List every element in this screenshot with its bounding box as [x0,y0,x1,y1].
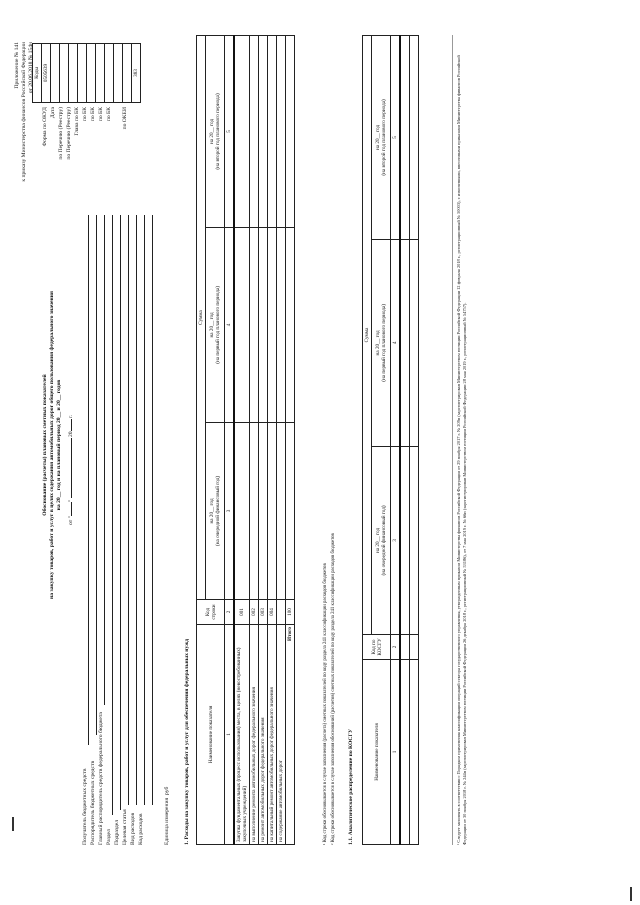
table-row [410,660,419,845]
codes-label-bk2: по БК [90,107,96,122]
section11-title: 1.1. Аналитическое распределение по КОСГУ [348,728,354,845]
field-poluchatel: Получатель бюджетных средств [82,768,88,845]
field-vid: Вид расходов [130,812,136,845]
table-row [400,660,410,845]
field-celevaya: Целевая статья [122,809,128,845]
doc-date: от "" 20 г. [68,414,74,525]
doc-title-line2: на закупку товаров, работ и услуг в целях содержания автомобильных дорог общего пользования федерального значения [49,291,55,599]
codes-label-okud: Форма по ОКУД [42,107,48,147]
s1-num-2: 2 [225,600,235,625]
codes-label-bk1: по БК [82,107,88,122]
codes-label-reestr2: по Перечню (Реестру) [66,107,72,160]
s1-num-3: 3 [225,422,235,599]
table-row: на капитальный ремонт автомобильных дорог федерального значения [268,625,277,845]
code-reestr-2 [69,44,78,103]
s11-num-1: 1 [391,660,401,845]
code-okud: 0505639 [42,44,51,103]
doc-title-line1: Обоснование (расчеты) плановых сметных показателей [42,374,48,516]
s11-col-sum: Сумма [363,36,372,635]
s11-col-code: Код по КОСГУ [363,635,391,660]
s11-col-y3: на 20__ год (на второй год планового периода) [372,36,391,240]
s1-col-y1: на 20__ год (на очередной финансовый год) [206,422,225,599]
codes-label-reestr1: по Перечню (Реестру) [58,107,64,160]
code-reestr-1 [60,44,69,103]
s11-num-3: 3 [391,446,401,634]
field-raspor-line [96,215,97,735]
order-line: к приказу Министерства финансов Российской Федерации [21,42,27,182]
s11-num-4: 4 [391,239,401,446]
doc-title-line3: на 20__ год и на плановый период 20__ и 20__ годов [56,379,62,511]
codes-table [32,43,141,103]
scan-mark [12,817,14,831]
field-kod: Код расходов [138,813,144,845]
field-celevaya-line [128,215,129,805]
field-kod-line [144,215,145,805]
s11-col-y1: на 20__ год (на очередной финансовый год) [372,446,391,634]
order-date: от 20.06.2018 № 154н [28,42,34,94]
field-blank-line [152,215,153,805]
s11-num-5: 5 [391,36,401,240]
s11-num-2: 2 [391,635,401,660]
appendix-label: Приложение № 141 [14,42,20,89]
codes-label-bk4: по БК [106,107,112,122]
field-razdel: Раздел [106,829,112,845]
codes-label-bk3: по БК [98,107,104,122]
table-row-code: 002 [250,600,259,625]
bottom-divider [452,35,453,845]
s1-num-5: 5 [225,36,235,228]
table-row: на ремонт автомобильных дорог федерального значения [259,625,268,845]
s1-col-code: Код строки [197,600,225,625]
code-bk-4 [114,44,123,103]
field-vid-line [136,215,137,805]
s1-col-name: Наименование показателя [197,625,225,845]
section11-table [362,35,419,845]
field-unit: Единица измерения [164,797,170,845]
total-row-code: 100 [286,600,295,625]
s1-col-y3: на 20__ год (на второй год планового периода) [206,36,225,228]
table-row-code [277,600,286,625]
field-razdel-line [112,215,113,815]
codes-header: Коды [33,44,42,103]
code-glava [78,44,87,103]
codes-label-glava: Глава по БК [74,107,80,136]
table-row: на выполнение ремонта автомобильных дорог федерального значения [250,625,259,845]
code-bk-1 [87,44,96,103]
s1-num-4: 4 [225,227,235,422]
codes-label-date: Дата [50,107,56,119]
section1-table [196,35,295,845]
codes-label-okei: по ОКЕИ [122,107,128,130]
code-date [51,44,60,103]
table-row-code: 001 [234,600,250,625]
footnote-2: ² Код строки обосновывается в случае заполнения обоснований (расчетов) сметных показателей по коду раздела 241 классификации расходов бюджетов [331,533,336,845]
code-bk-2 [96,44,105,103]
code-blank [123,44,132,103]
field-glavny-line [104,215,105,705]
section1-title: 1. Расходы на закупку товаров, работ и услуг для обеспечения федеральных нужд [184,638,190,845]
field-podrazdel: Подраздел [114,819,120,845]
code-bk-3 [105,44,114,103]
field-podrazdel-line [120,215,121,810]
field-glavny: Главный распорядитель средств федерального бюджета [98,712,104,845]
table-row-code: 003 [259,600,268,625]
total-row: Итого [286,625,295,845]
field-unit-value: руб [164,786,170,795]
bottom-note: ¹ Следует заполнять в соответствии с Порядком применения классификации операций сектора государственного управления, утвержденным приказом Министерства финансов Российской Федерации от 29 ноября 2017 г. № 209н (зарегистрирован Министерством юстиции Российской Федерации 12 февраля 2018 г., регистрационный № 50003), с изменениями, внесенными приказами Министерства финансов Российской Федерации от 30 ноября 2018 г. № 244н (зарегистрирован Министерством юстиции Российской Федерации 26 декабря 2018 г., регистрационный № 53186), от 7 мая 2019 г. № 66н (зарегистрирован Министерством юстиции Российской Федерации 28 мая 2019 г., регистрационный № 54757). [456,55,467,845]
s11-col-name: Наименование показателя [363,660,391,845]
s1-col-sum: Сумма [197,36,206,600]
s1-num-1: 1 [225,625,235,845]
field-poluchatel-line [88,215,89,745]
field-raspor: Распорядитель бюджетных средств [90,760,96,845]
scan-mark [630,887,632,901]
s11-col-y2: на 20__ год (на первый год планового периода) [372,239,391,446]
table-row: на содержание автомобильных дорог [277,625,286,845]
table-row-code: 004 [268,600,277,625]
code-okei: 383 [132,44,141,103]
footnote-1: ¹ Код строки обосновывается в случае заполнения (расчета) сметных показателей по коду раздела 241 классификации расходов бюджетов [323,563,328,845]
s1-col-y2: на 20__ год (на первый год планового периода) [206,227,225,422]
table-row: Закупка фундаментальных (процесс использования) места, в целях (невостребованных) закупочных учреждений) [234,625,250,845]
